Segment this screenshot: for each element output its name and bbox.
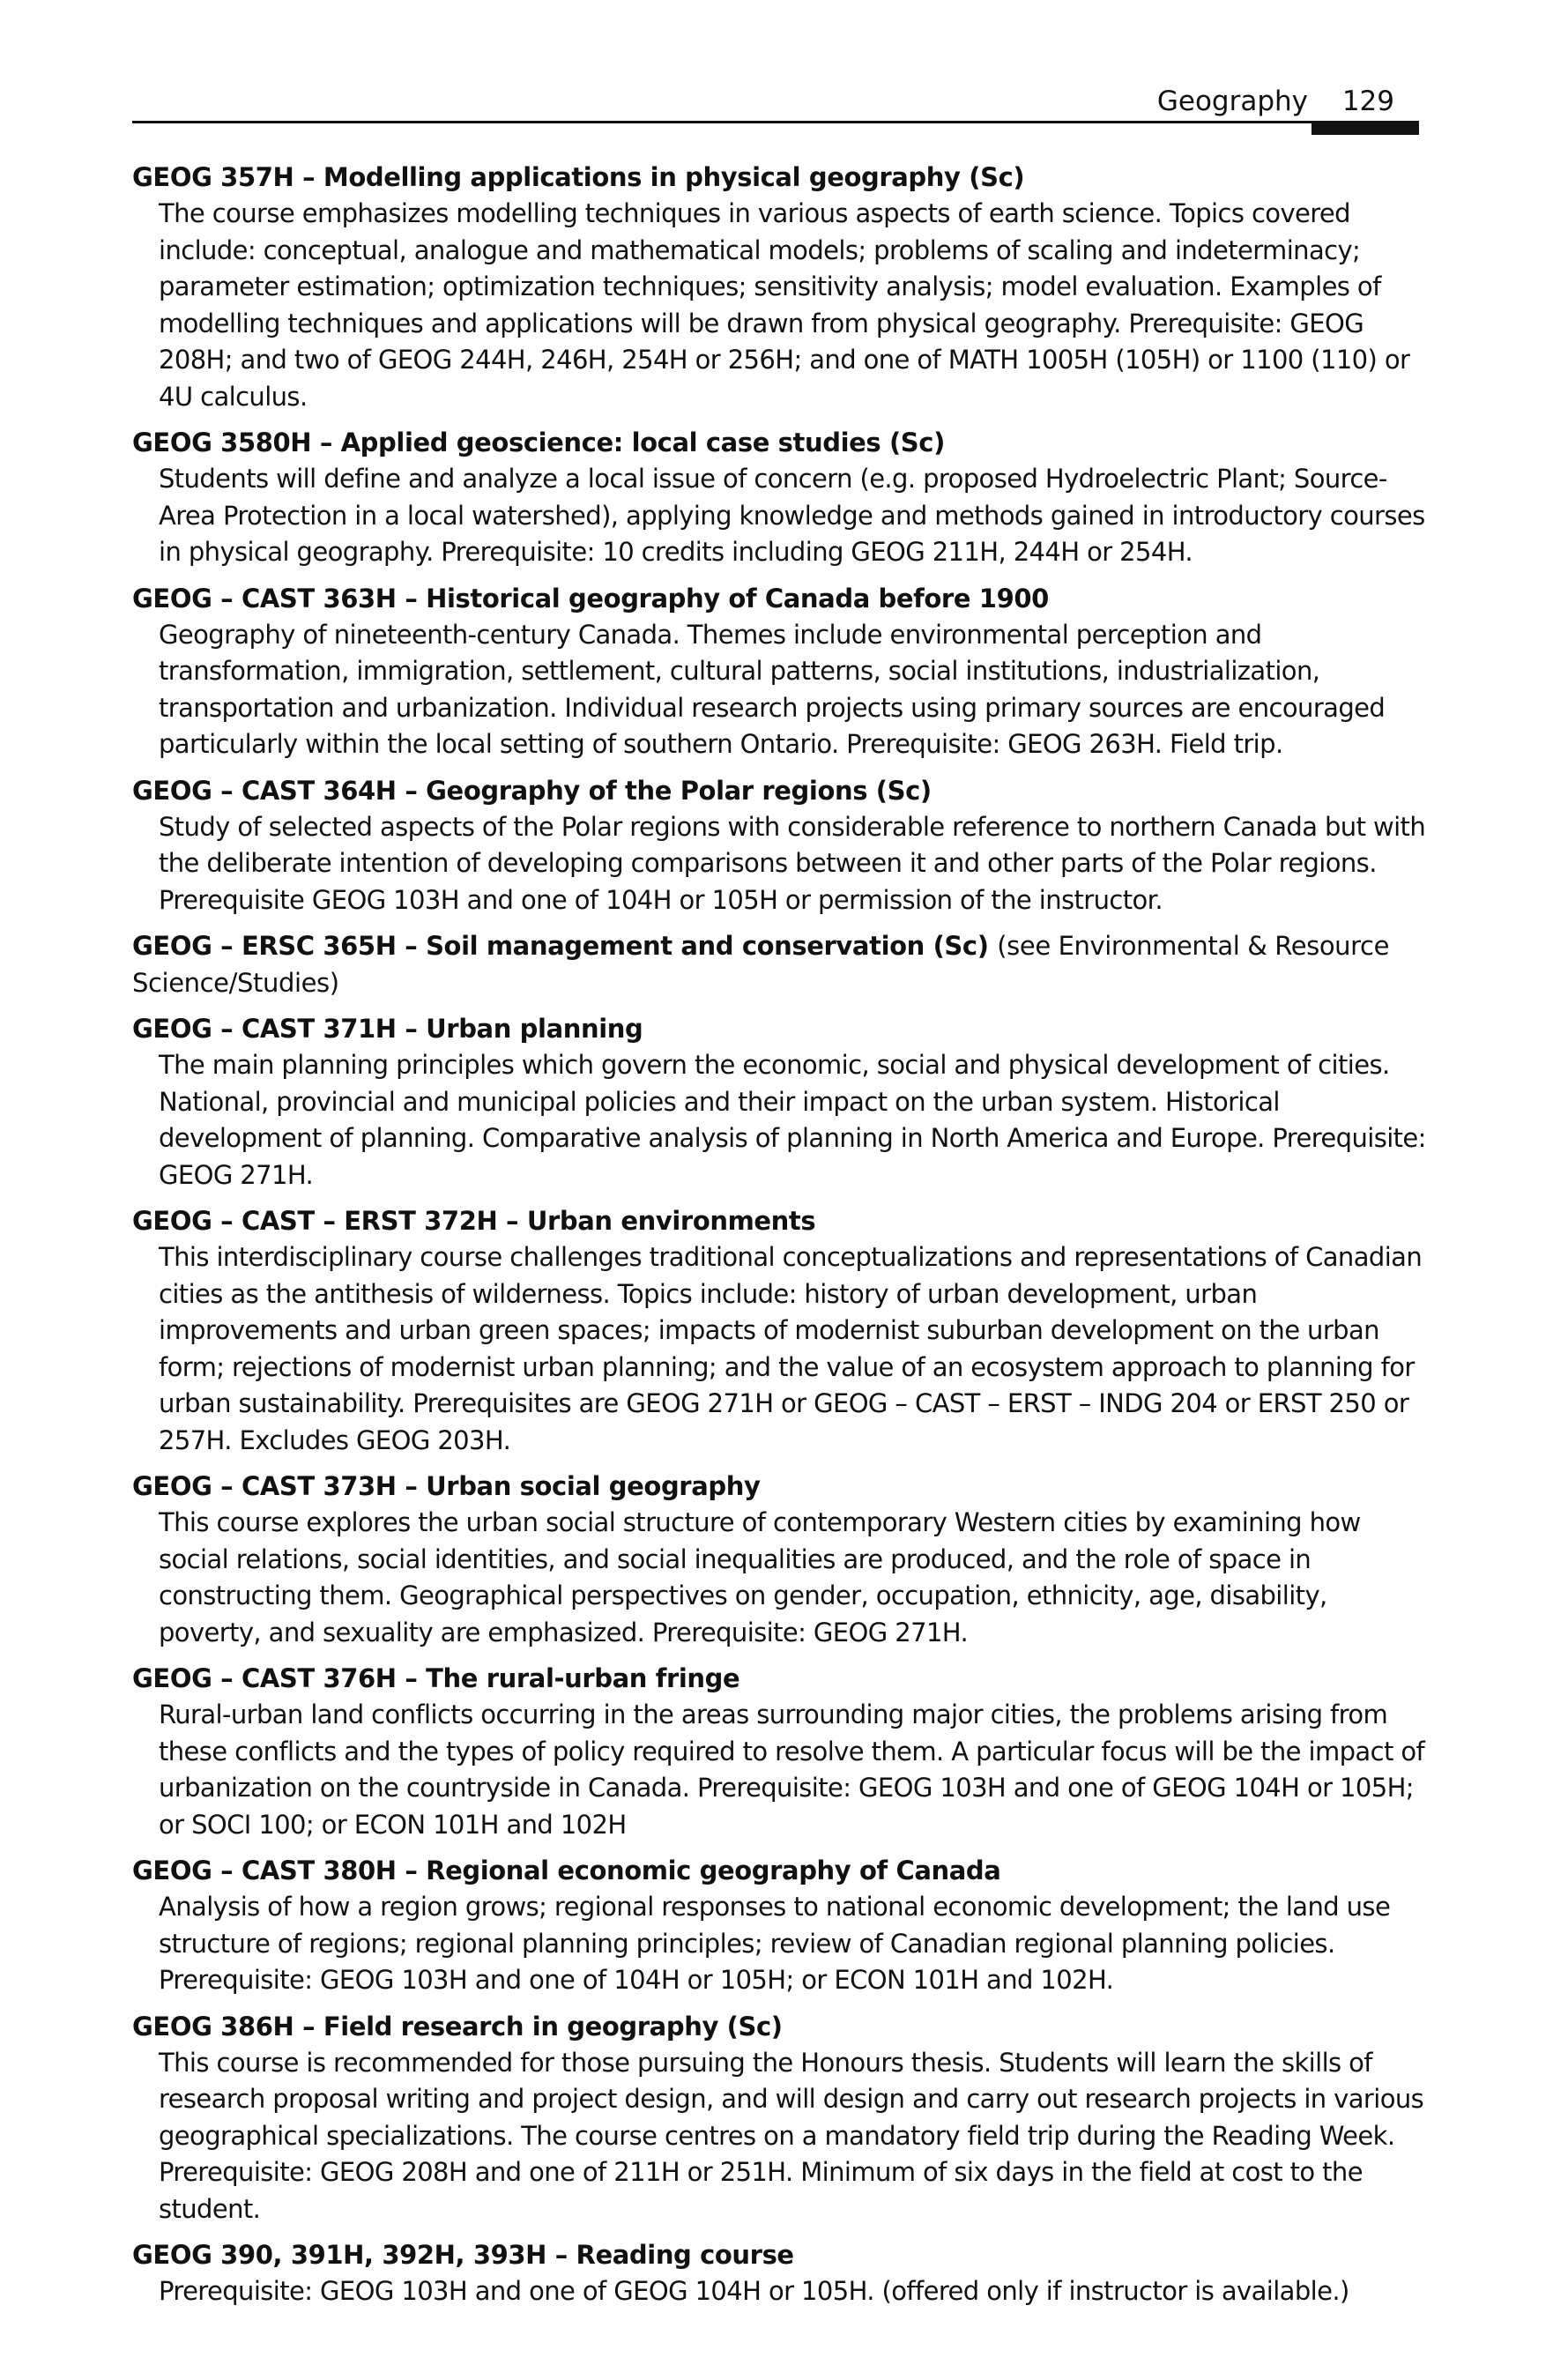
course-title-line xyxy=(132,2008,1428,2045)
course-title: GEOG – CAST 380H – Regional economic geography of Canada xyxy=(132,1856,1001,1885)
course-title: GEOG – CAST 364H – Geography of the Polar regions (Sc) xyxy=(132,775,932,806)
course-title-line xyxy=(132,2236,1428,2273)
course-entry xyxy=(132,772,1428,919)
course-description: Prerequisite: GEOG 103H and one of GEOG 104H or 105H. (offered only if instructor is available.) xyxy=(159,2276,1349,2306)
course-list xyxy=(132,159,1428,2319)
course-description: This interdisciplinary course challenges traditional conceptualizations and representations of Canadian cities as the antithesis of wilderness. Topics include: history of urban development, urban improvements and urban green spaces; impacts of modernist suburban development on the urban form; rejections of modernist urban planning; and the value of an ecosystem approach to planning for urban sustainability. Prerequisites are GEOG 271H or GEOG – CAST – ERST – INDG 204 or ERST 250 or 257H. Excludes GEOG 203H. xyxy=(159,1242,1423,1455)
course-description: Study of selected aspects of the Polar regions with considerable reference to northern Canada but with the deliberate intention of developing comparisons between it and other parts of the Polar regions. Prerequisite GEOG 103H and one of 104H or 105H or permission of the instructor. xyxy=(159,811,1426,915)
course-title-line xyxy=(132,1202,1428,1239)
header-tab-bar xyxy=(1312,121,1419,135)
course-entry xyxy=(132,1660,1428,1843)
course-title: GEOG – CAST 373H – Urban social geography xyxy=(132,1471,761,1501)
course-title: GEOG 357H – Modelling applications in physical geography (Sc) xyxy=(132,162,1025,192)
course-title: GEOG – CAST – ERST 372H – Urban environments xyxy=(132,1206,816,1236)
course-entry xyxy=(132,1202,1428,1459)
course-title-line xyxy=(132,424,1428,461)
course-description: Rural-urban land conflicts occurring in the areas surrounding major cities, the problems arising from these conflicts and the types of policy required to resolve them. A particular focus will be the impact of urbanization on the countryside in Canada. Prerequisite: GEOG 103H and one of GEOG 104H or 105H; or SOCI 100; or ECON 101H and 102H xyxy=(159,1699,1425,1840)
course-description: Students will define and analyze a local issue of concern (e.g. proposed Hydroelectric Plant; Source-Area Protection in a local watershed), applying knowledge and methods gained in introductory courses in physical geography. Prerequisite: 10 credits including GEOG 211H, 244H or 254H. xyxy=(159,464,1425,567)
course-title: GEOG 390, 391H, 392H, 393H – Reading course xyxy=(132,2240,794,2270)
course-description: This course is recommended for those pursuing the Honours thesis. Students will learn the skills of research proposal writing and project design, and will design and carry out research projects in various geographical specializations. The course centres on a mandatory field trip during the Reading Week. Prerequisite: GEOG 208H and one of 211H or 251H. Minimum of six days in the field at cost to the student. xyxy=(159,2047,1424,2224)
course-title: GEOG 386H – Field research in geography (Sc) xyxy=(132,2011,783,2042)
course-entry xyxy=(132,2008,1428,2228)
course-title: GEOG – CAST 371H – Urban planning xyxy=(132,1014,643,1044)
course-title: GEOG 3580H – Applied geoscience: local case studies (Sc) xyxy=(132,428,945,457)
course-entry xyxy=(132,424,1428,571)
course-description: The course emphasizes modelling techniques in various aspects of earth science. Topics covered include: conceptual, analogue and mathematical models; problems of scaling and indeterminacy; parameter estimation; optimization techniques; sensitivity analysis; model evaluation. Examples of modelling techniques and applications will be drawn from physical geography. Prerequisite: GEOG 208H; and two of GEOG 244H, 246H, 254H or 256H; and one of MATH 1005H (105H) or 1100 (110) or 4U calculus. xyxy=(159,198,1410,412)
course-description: This course explores the urban social structure of contemporary Western cities by examining how social relations, social identities, and social inequalities are produced, and the role of space in constructing them. Geographical perspectives on gender, occupation, ethnicity, age, disability, poverty, and sexuality are emphasized. Prerequisite: GEOG 271H. xyxy=(159,1507,1361,1647)
course-note: (see Environmental & Resource Science/Studies) xyxy=(132,931,1390,998)
course-title: GEOG – CAST 376H – The rural-urban fringe xyxy=(132,1663,740,1693)
course-entry xyxy=(132,1468,1428,1651)
course-entry xyxy=(132,1010,1428,1194)
course-entry xyxy=(132,159,1428,415)
course-entry xyxy=(132,2236,1428,2310)
course-description: The main planning principles which govern the economic, social and physical development of cities. National, provincial and municipal policies and their impact on the urban system. Historical development of planning. Comparative analysis of planning in North America and Europe. Prerequisite: GEOG 271H. xyxy=(159,1050,1426,1190)
course-title-line xyxy=(132,1660,1428,1697)
section-title: Geography xyxy=(1156,86,1308,117)
course-title-line xyxy=(132,580,1428,617)
running-head xyxy=(132,81,1419,122)
course-entry xyxy=(132,927,1428,1001)
course-title: GEOG – ERSC 365H – Soil management and conservation (Sc) xyxy=(132,931,989,961)
course-title-line xyxy=(132,1010,1428,1047)
course-description: Analysis of how a region grows; regional responses to national economic development; the land use structure of regions; regional planning principles; review of Canadian regional planning policies. Prerequisite: GEOG 103H and one of 104H or 105H; or ECON 101H and 102H. xyxy=(159,1892,1391,1995)
course-title-line xyxy=(132,1852,1428,1889)
course-title-line xyxy=(132,927,1428,1001)
course-title-line xyxy=(132,772,1428,809)
course-title-line xyxy=(132,159,1428,196)
course-title-line xyxy=(132,1468,1428,1505)
course-entry xyxy=(132,1852,1428,1999)
page-number: 129 xyxy=(1341,86,1394,117)
course-description: Geography of nineteenth-century Canada. Themes include environmental perception and transformation, immigration, settlement, cultural patterns, social institutions, industrialization, transportation and urbanization. Individual research projects using primary sources are encouraged particularly within the local setting of southern Ontario. Prerequisite: GEOG 263H. Field trip. xyxy=(159,619,1386,759)
course-entry xyxy=(132,580,1428,763)
header-rule xyxy=(132,121,1419,123)
course-title: GEOG – CAST 363H – Historical geography of Canada before 1900 xyxy=(132,583,1049,614)
